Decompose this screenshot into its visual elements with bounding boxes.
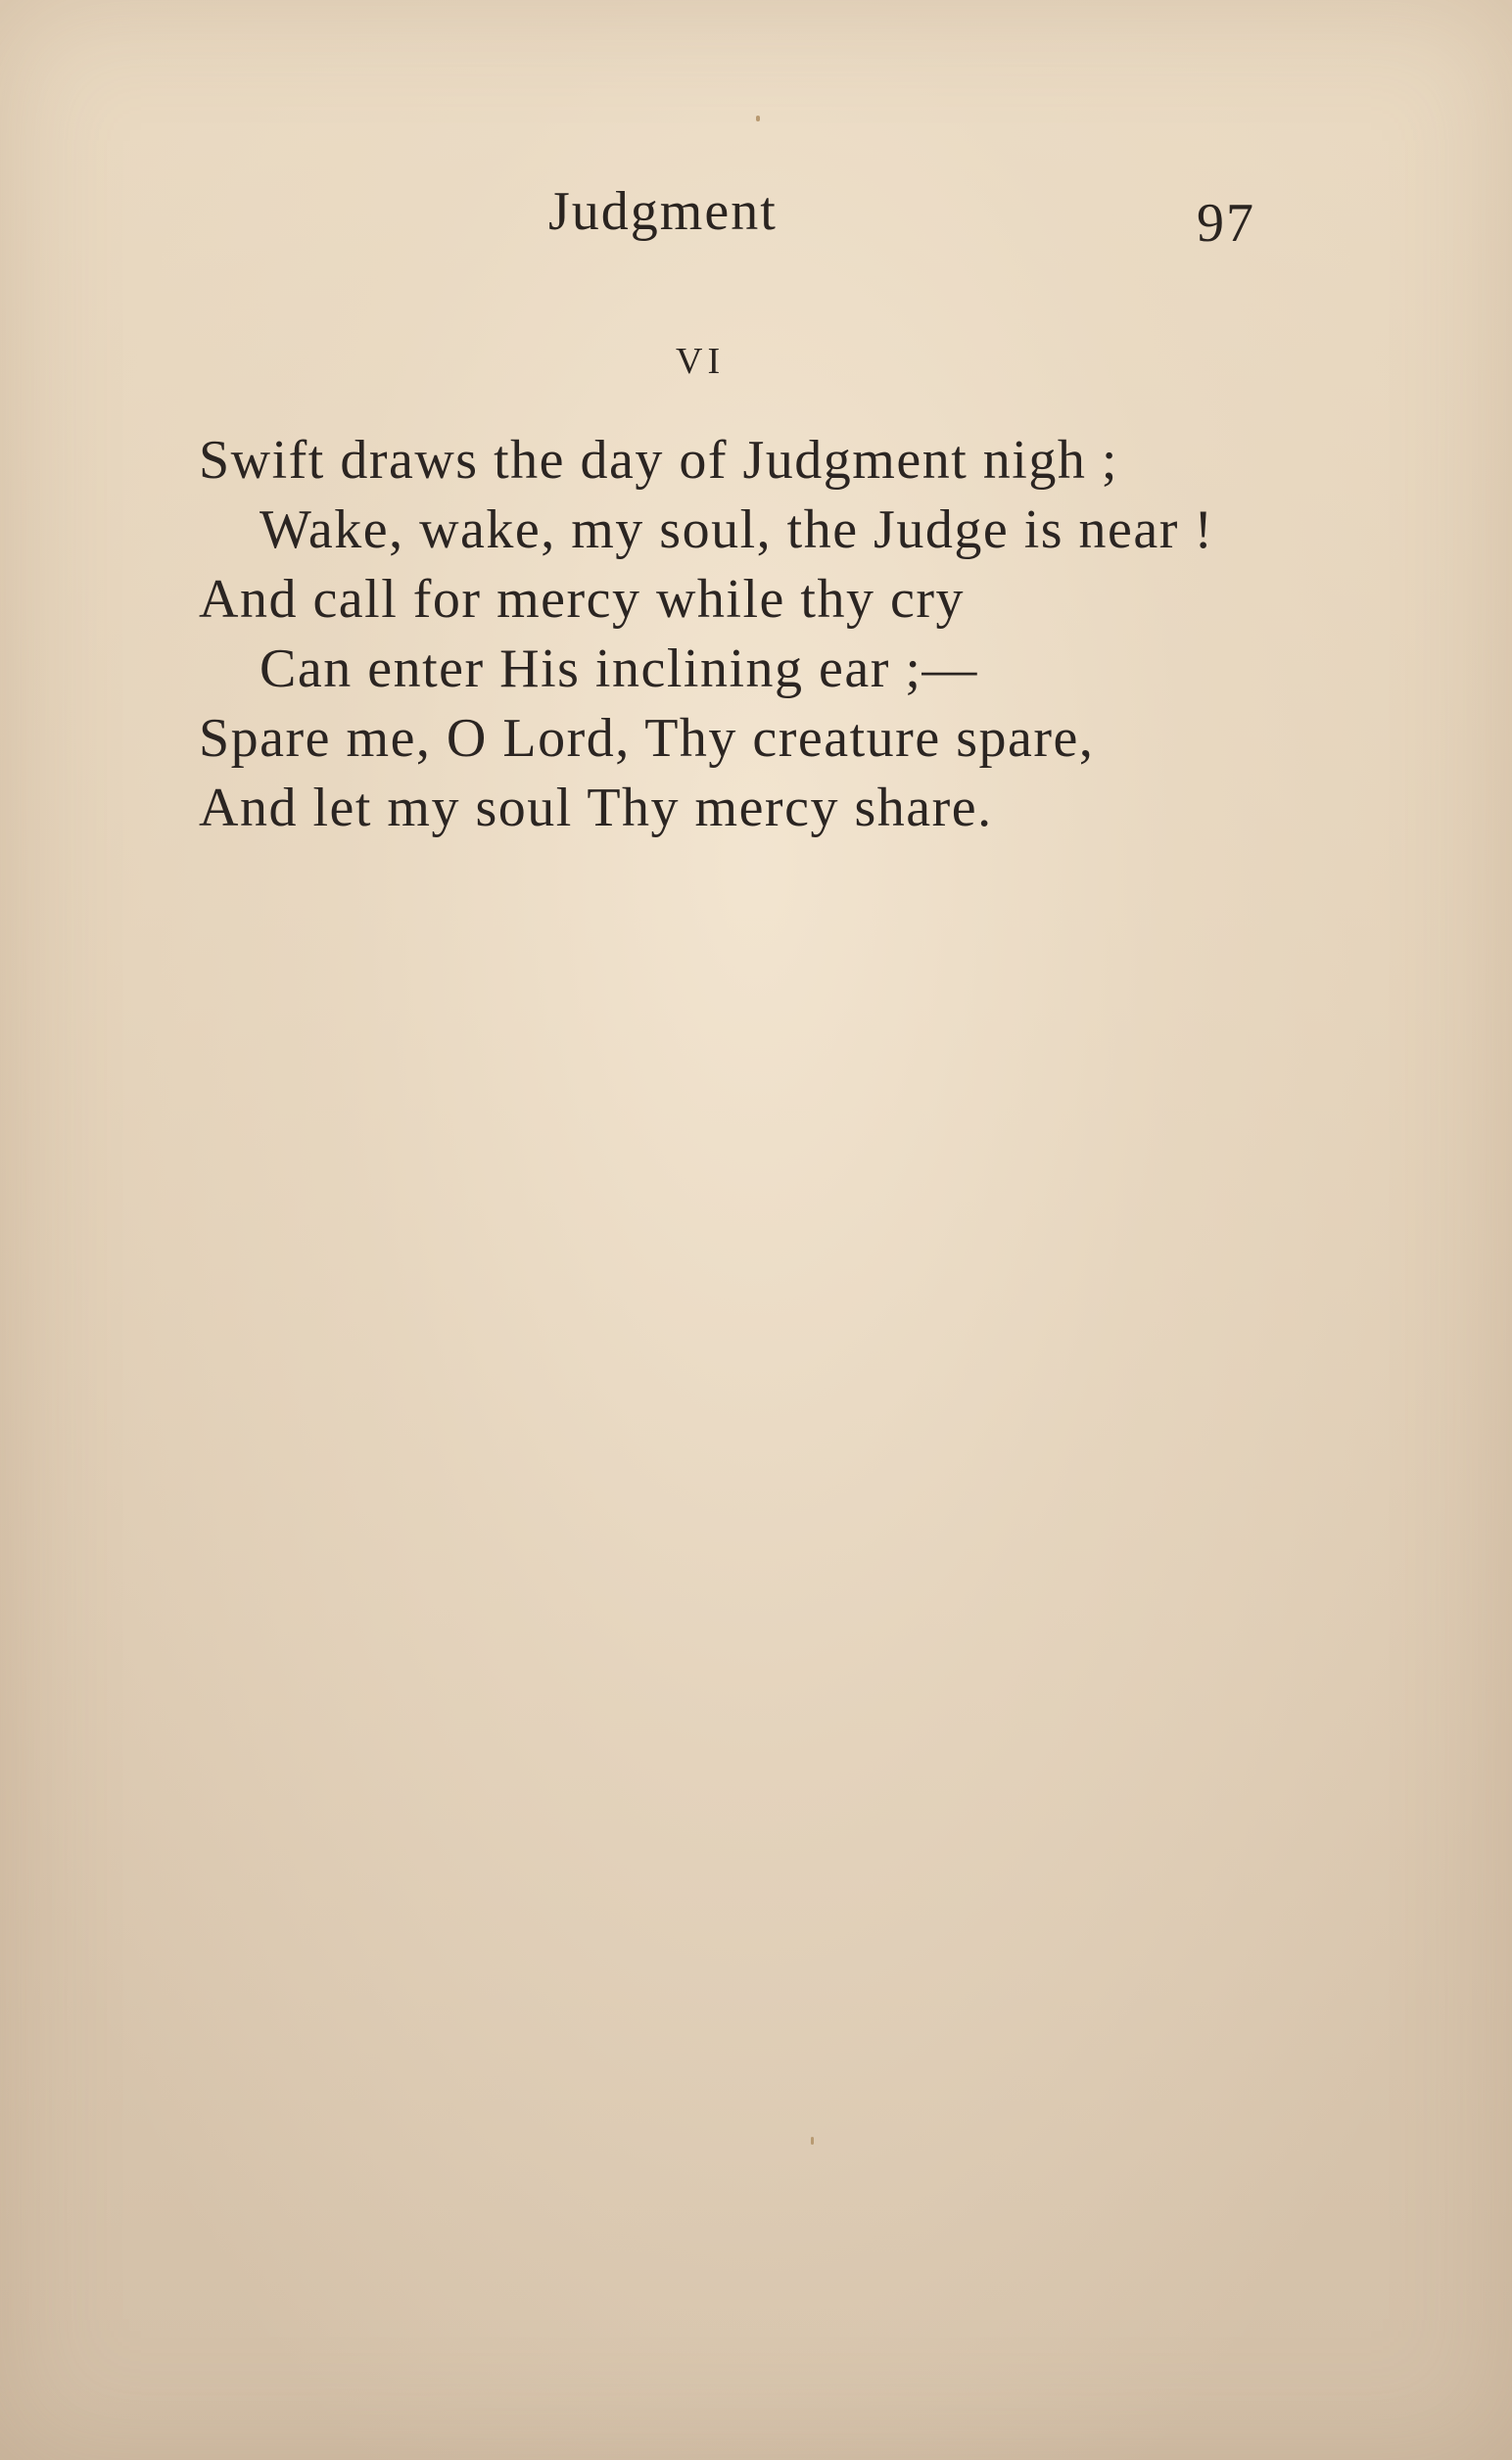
poem-line: And call for mercy while thy cry [199, 569, 965, 630]
paper-speck [756, 116, 760, 121]
poem-stanza [199, 426, 1335, 843]
running-head: Judgment [548, 181, 778, 242]
poem-line: Wake, wake, my soul, the Judge is near ! [260, 499, 1214, 560]
paper-speck [811, 2137, 814, 2145]
poem-line: Can enter His inclining ear ;— [260, 639, 978, 699]
poem-line: Swift draws the day of Judgment nigh ; [199, 430, 1118, 491]
poem-line: And let my soul Thy mercy share. [199, 778, 993, 838]
poem-line: Spare me, O Lord, Thy creature spare, [199, 708, 1095, 769]
section-numeral: VI [676, 341, 726, 382]
page-number: 97 [1197, 193, 1255, 254]
